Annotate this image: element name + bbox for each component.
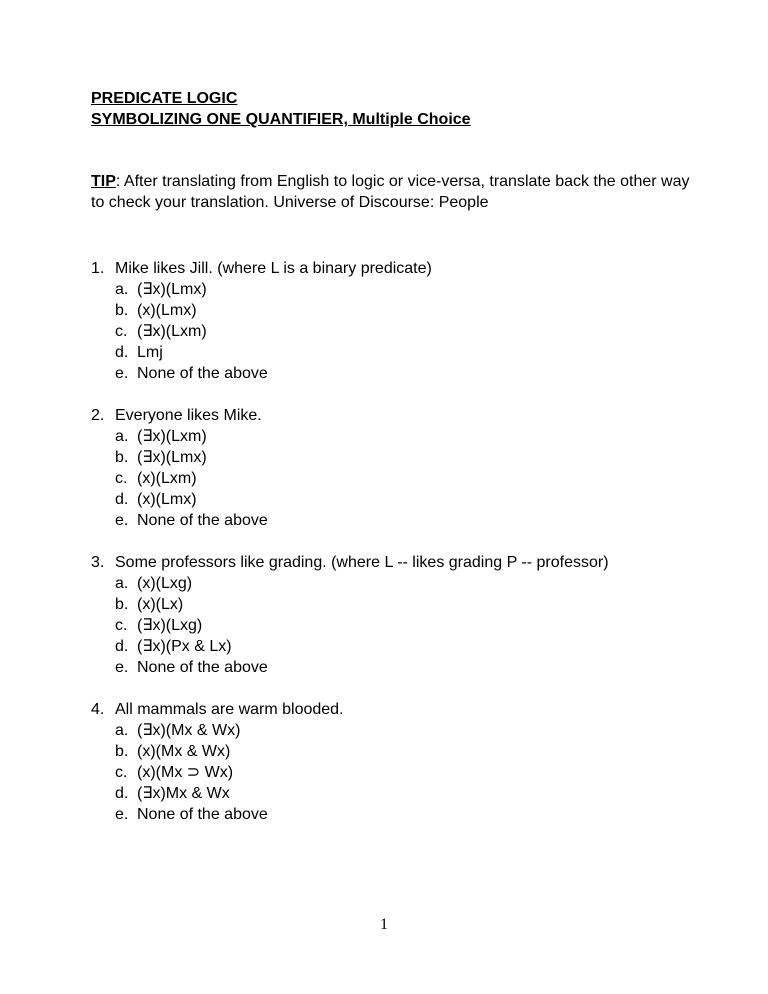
choice-letter: c.: [115, 617, 128, 634]
choice-letter: e.: [115, 659, 129, 676]
choice-text: None of the above: [137, 806, 268, 823]
choice-letter: d.: [115, 344, 129, 361]
choice-item: [91, 636, 711, 657]
document-subtitle: SYMBOLIZING ONE QUANTIFIER, Multiple Choice: [91, 111, 471, 128]
question-prompt-line: [91, 258, 711, 279]
choice-letter: a.: [115, 722, 129, 739]
choice-text: (∃x)(Lxm): [137, 428, 207, 445]
choice-list: [91, 573, 711, 678]
choice-text: (∃x)(Lxg): [137, 617, 203, 634]
choice-letter: b.: [115, 449, 129, 466]
choice-letter: b.: [115, 302, 129, 319]
document-heading: [91, 88, 471, 130]
choice-item: [91, 804, 711, 825]
choice-list: [91, 279, 711, 384]
choice-letter: c.: [115, 764, 128, 781]
choice-item: [91, 783, 711, 804]
choice-text: (∃x)(Mx & Wx): [137, 722, 241, 739]
choice-item: [91, 720, 711, 741]
question-prompt: Everyone likes Mike.: [115, 407, 262, 424]
tip-paragraph: [91, 171, 691, 213]
choice-item: [91, 342, 711, 363]
choice-text: None of the above: [137, 365, 268, 382]
choice-letter: d.: [115, 491, 129, 508]
tip-label: TIP: [91, 173, 116, 190]
choice-letter: d.: [115, 785, 129, 802]
question-3: [91, 552, 711, 678]
choice-item: [91, 615, 711, 636]
choice-text: (∃x)Mx & Wx: [137, 785, 230, 802]
choice-item: [91, 741, 711, 762]
choice-text: (x)(Lx): [137, 596, 184, 613]
choice-text: (x)(Mx ⊃ Wx): [137, 764, 234, 781]
choice-item: [91, 300, 711, 321]
question-prompt: Mike likes Jill. (where L is a binary predicate): [115, 260, 432, 277]
choice-letter: e.: [115, 365, 129, 382]
choice-item: [91, 489, 711, 510]
choice-item: [91, 594, 711, 615]
question-number: 1.: [91, 260, 105, 277]
choice-text: (x)(Lxg): [137, 575, 193, 592]
choice-item: [91, 447, 711, 468]
choice-letter: e.: [115, 512, 129, 529]
choice-item: [91, 426, 711, 447]
choice-item: [91, 363, 711, 384]
question-prompt: All mammals are warm blooded.: [115, 701, 344, 718]
choice-text: None of the above: [137, 512, 268, 529]
choice-letter: c.: [115, 323, 128, 340]
choice-item: [91, 573, 711, 594]
choice-letter: b.: [115, 743, 129, 760]
question-number: 3.: [91, 554, 105, 571]
question-2: [91, 405, 711, 531]
choice-item: [91, 468, 711, 489]
choice-letter: b.: [115, 596, 129, 613]
choice-text: (x)(Mx & Wx): [137, 743, 231, 760]
choice-item: [91, 279, 711, 300]
choice-text: (x)(Lmx): [137, 302, 197, 319]
choice-item: [91, 321, 711, 342]
question-prompt-line: [91, 552, 711, 573]
choice-text: (∃x)(Lmx): [137, 449, 207, 466]
document-title: PREDICATE LOGIC: [91, 90, 238, 107]
choice-letter: e.: [115, 806, 129, 823]
choice-text: (∃x)(Lmx): [137, 281, 207, 298]
choice-text: None of the above: [137, 659, 268, 676]
choice-letter: a.: [115, 428, 129, 445]
choice-list: [91, 426, 711, 531]
page-number: 1: [380, 916, 388, 933]
choice-letter: d.: [115, 638, 129, 655]
question-4: [91, 699, 711, 825]
question-prompt-line: [91, 699, 711, 720]
choice-letter: a.: [115, 575, 129, 592]
question-list: [91, 258, 711, 846]
choice-letter: a.: [115, 281, 129, 298]
question-number: 2.: [91, 407, 105, 424]
choice-letter: c.: [115, 470, 128, 487]
choice-item: [91, 657, 711, 678]
question-1: [91, 258, 711, 384]
choice-text: (x)(Lxm): [137, 470, 197, 487]
choice-text: (∃x)(Lxm): [137, 323, 207, 340]
choice-list: [91, 720, 711, 825]
choice-item: [91, 510, 711, 531]
choice-text: Lmj: [137, 344, 163, 361]
choice-text: (x)(Lmx): [137, 491, 197, 508]
question-prompt: Some professors like grading. (where L -- likes grading P -- professor): [115, 554, 609, 571]
tip-text: : After translating from English to logic or vice-versa, translate back the other way to check your translation. Universe of Discourse: People: [91, 173, 690, 211]
choice-item: [91, 762, 711, 783]
choice-text: (∃x)(Px & Lx): [137, 638, 232, 655]
question-number: 4.: [91, 701, 105, 718]
question-prompt-line: [91, 405, 711, 426]
